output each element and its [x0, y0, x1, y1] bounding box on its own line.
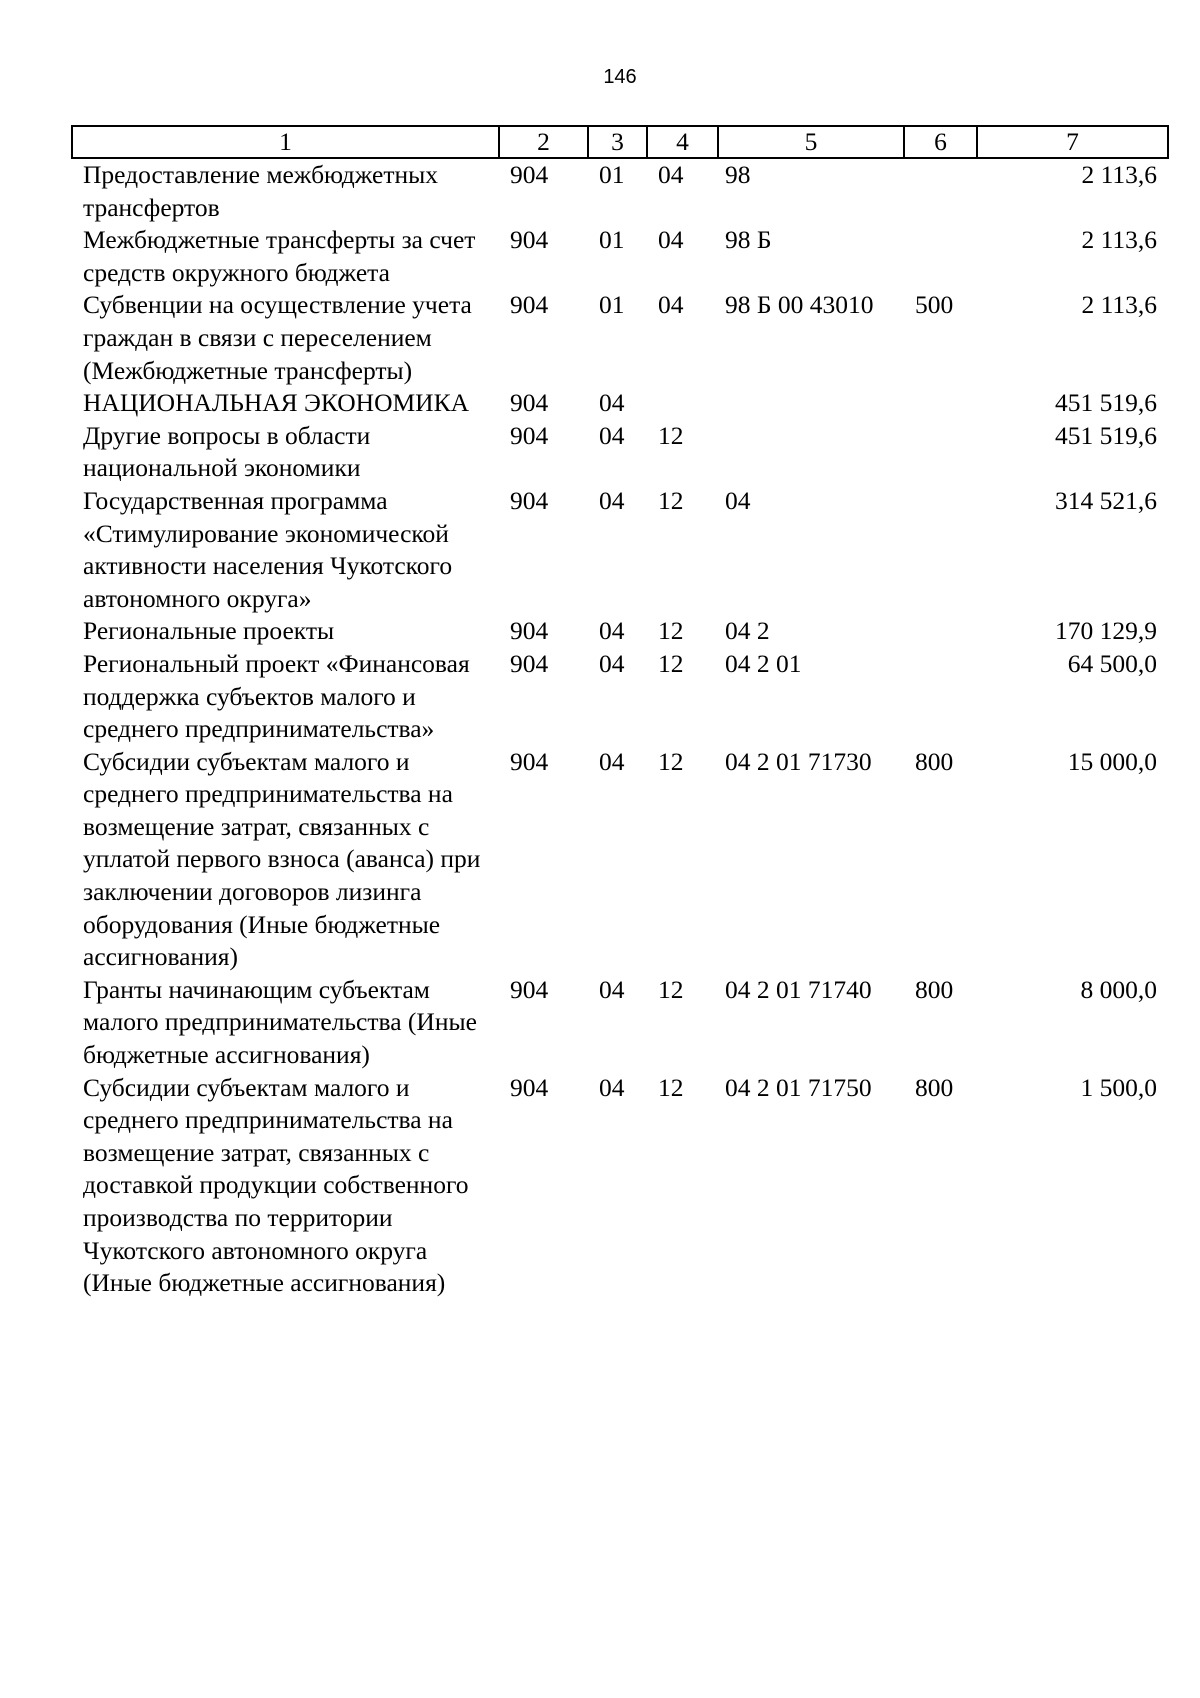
row-target: 98 [725, 160, 751, 189]
row-target: 04 [725, 485, 751, 515]
row-name: Региональные проекты [83, 616, 335, 646]
row-subsection: 04 [658, 160, 684, 189]
table-row [72, 746, 1168, 974]
row-subsection: 12 [658, 648, 684, 678]
header-col-5: 5 [718, 126, 904, 158]
row-subsection [647, 387, 718, 420]
row-amount: 15 000,0 [1067, 746, 1157, 776]
row-subsection: 04 [658, 225, 684, 255]
table-header [72, 126, 1168, 158]
table-row [72, 289, 1168, 387]
row-code: 904 [510, 616, 549, 646]
row-expense-type [904, 224, 977, 289]
row-amount: 2 113,6 [1081, 225, 1157, 255]
row-amount: 1 500,0 [1080, 1072, 1157, 1102]
row-amount: 64 500,0 [1067, 648, 1157, 678]
table-row [72, 420, 1168, 485]
row-target: 98 Б [725, 225, 772, 255]
row-target: 04 2 01 71740 [725, 974, 872, 1004]
row-code: 904 [510, 746, 549, 776]
row-subsection: 12 [658, 616, 684, 646]
page-number: 146 [603, 66, 637, 88]
row-amount: 170 129,9 [1055, 616, 1157, 646]
table-row [72, 158, 1168, 224]
row-expense-type [904, 387, 977, 420]
row-subsection: 12 [658, 1072, 684, 1102]
row-target [718, 387, 904, 420]
table-body [72, 158, 1168, 1300]
row-name: Другие вопросы в области национальной экономики [83, 420, 371, 483]
row-target: 04 2 01 [725, 648, 802, 678]
row-name: Субсидии субъектам малого и среднего предпринимательства на возмещение затрат, связанных с уплатой первого взноса (аванса) при заключении договоров лизинга оборудования (Иные бюджетные ассигнования) [83, 746, 481, 972]
row-subsection: 12 [658, 974, 684, 1004]
row-section: 04 [599, 1072, 625, 1102]
budget-table [71, 125, 1169, 1300]
header-col-3: 3 [588, 126, 647, 158]
header-row [72, 126, 1168, 158]
row-expense-type [904, 158, 977, 224]
row-expense-type: 800 [915, 974, 954, 1004]
row-name: Гранты начинающим субъектам малого предпринимательства (Иные бюджетные ассигнования) [83, 974, 477, 1070]
row-section: 04 [599, 974, 625, 1004]
row-expense-type [904, 615, 977, 648]
table-row [72, 1072, 1168, 1300]
row-section: 04 [599, 746, 625, 776]
row-code: 904 [510, 420, 549, 450]
row-name: Субсидии субъектам малого и среднего предпринимательства на возмещение затрат, связанных с доставкой продукции собственного производства по территории Чукотского автономного округа (Иные бюджетные ассигнования) [83, 1072, 469, 1298]
header-col-4: 4 [647, 126, 718, 158]
table-row [72, 485, 1168, 615]
row-section: 01 [599, 225, 625, 255]
row-section: 01 [599, 160, 625, 189]
row-subsection: 12 [658, 420, 684, 450]
row-name: Межбюджетные трансферты за счет средств окружного бюджета [83, 225, 476, 287]
row-amount: 451 519,6 [1055, 388, 1157, 418]
row-code: 904 [510, 160, 549, 189]
row-target: 04 2 01 71730 [725, 746, 872, 776]
row-expense-type: 500 [915, 290, 954, 320]
row-code: 904 [510, 648, 549, 678]
row-section: 04 [599, 420, 625, 450]
row-code: 904 [510, 290, 549, 320]
row-expense-type [904, 420, 977, 485]
row-target: 04 2 01 71750 [725, 1072, 872, 1102]
row-section: 01 [599, 290, 625, 320]
row-amount: 314 521,6 [1055, 485, 1157, 515]
table-row [72, 224, 1168, 289]
row-amount: 2 113,6 [1081, 290, 1157, 320]
row-section: 04 [599, 485, 625, 515]
row-subsection: 04 [658, 290, 684, 320]
row-expense-type [904, 648, 977, 746]
row-amount: 451 519,6 [1055, 420, 1157, 450]
row-subsection: 12 [658, 485, 684, 515]
row-code: 904 [510, 485, 549, 515]
table-row [72, 387, 1168, 420]
row-section: 04 [599, 648, 625, 678]
row-amount: 8 000,0 [1080, 974, 1157, 1004]
header-col-1: 1 [72, 126, 499, 158]
row-amount: 2 113,6 [1081, 160, 1157, 189]
row-name: Региональный проект «Финансовая поддержка субъектов малого и среднего предпринимательства» [83, 648, 470, 744]
row-code: 904 [510, 388, 549, 418]
header-col-7: 7 [977, 126, 1168, 158]
row-expense-type [904, 485, 977, 615]
row-name: Субвенции на осуществление учета граждан в связи с переселением (Межбюджетные трансферты) [83, 290, 472, 385]
row-code: 904 [510, 1072, 549, 1102]
row-target [718, 420, 904, 485]
row-target: 04 2 [725, 616, 770, 646]
table-row [72, 974, 1168, 1072]
row-subsection: 12 [658, 746, 684, 776]
row-code: 904 [510, 974, 549, 1004]
table-row [72, 615, 1168, 648]
row-name: НАЦИОНАЛЬНАЯ ЭКОНОМИКА [83, 388, 470, 418]
table-row [72, 648, 1168, 746]
header-col-2: 2 [499, 126, 588, 158]
row-section: 04 [599, 616, 625, 646]
row-target: 98 Б 00 43010 [725, 290, 874, 320]
row-expense-type: 800 [915, 746, 954, 776]
header-col-6: 6 [904, 126, 977, 158]
row-code: 904 [510, 225, 549, 255]
row-name: Предоставление межбюджетных трансфертов [83, 160, 439, 222]
row-section: 04 [599, 388, 625, 418]
row-expense-type: 800 [915, 1072, 954, 1102]
row-name: Государственная программа «Стимулирование экономической активности населения Чукотского автономного округа» [83, 485, 453, 613]
